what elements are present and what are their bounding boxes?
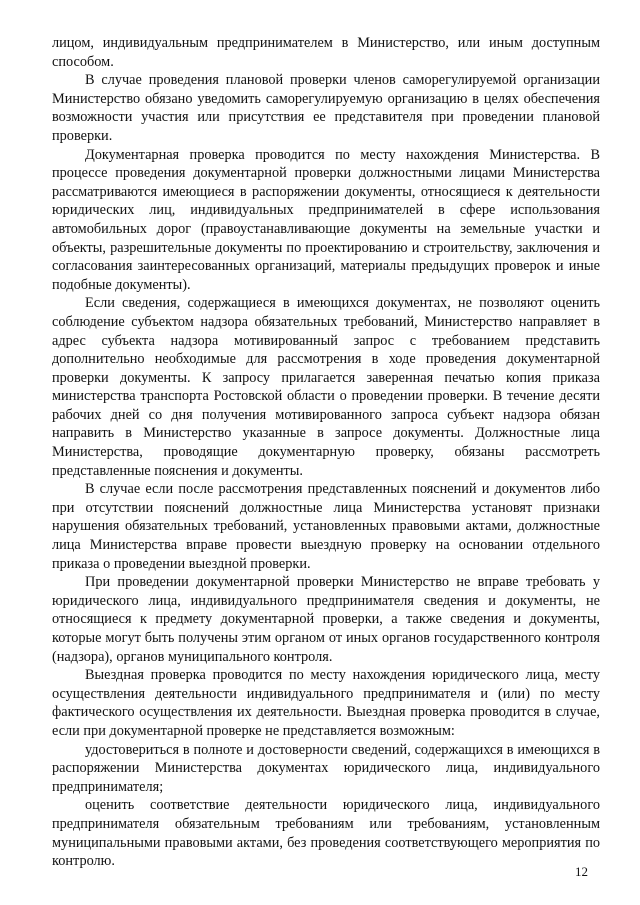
- document-body: [52, 34, 600, 871]
- paragraph-9: оценить соответствие деятельности юридического лица, индивидуального предпринимателя обязательным требованиям или требованиям, установленным муниципальными правовыми актами, без проведения соответствующего мероприятия по контролю.: [52, 797, 600, 870]
- paragraph-4: Если сведения, содержащиеся в имеющихся документах, не позволяют оценить соблюдение субъектом надзора обязательных требований, Министерство направляет в адрес субъекта надзора мотивированный запрос с требованием представить дополнительно необходимые для рассмотрения в ходе проведения документарной проверки документы. К запросу прилагается заверенная печатью копия приказа министерства транспорта Ростовской области о проведении проверки. В течение десяти рабочих дней со дня получения мотивированного запроса субъект надзора обязан направить в Министерство указанные в запросе документы. Должностные лица Министерства, проводящие документарную проверку, обязаны рассмотреть представленные пояснения и документы.: [52, 295, 600, 479]
- paragraph-5: В случае если после рассмотрения представленных пояснений и документов либо при отсутствии пояснений должностные лица Министерства установят признаки нарушения обязательных требований, установленных правовыми актами, должностные лица Министерства вправе провести выездную проверку на основании отдельного приказа о проведении выездной проверки.: [52, 481, 600, 572]
- paragraph-6: При проведении документарной проверки Министерство не вправе требовать у юридического лица, индивидуального предпринимателя сведения и документы, не относящиеся к предмету документарной проверки, а также сведения и документы, которые могут быть получены этим органом от иных органов государственного контроля (надзора), органов муниципального контроля.: [52, 574, 600, 665]
- paragraph-8: удостовериться в полноте и достоверности сведений, содержащихся в имеющихся в распоряжении Министерства документах юридического лица, индивидуального предпринимателя;: [52, 741, 600, 795]
- page-number: 12: [575, 864, 588, 879]
- paragraph-2: В случае проведения плановой проверки членов саморегулируемой организации Министерство обязано уведомить саморегулируемую организацию в целях обеспечения возможности участия или присутствия ее представителя при проведении плановой проверки.: [52, 72, 600, 144]
- paragraph-7: Выездная проверка проводится по месту нахождения юридического лица, месту осуществления деятельности индивидуального предпринимателя и (или) по месту фактического осуществления их деятельности. Выездная проверка проводится в случае, если при документарной проверке не представляется возможным:: [52, 667, 600, 739]
- paragraph-1: лицом, индивидуальным предпринимателем в Министерство, или иным доступным способом.: [52, 35, 600, 70]
- paragraph-3: Документарная проверка проводится по месту нахождения Министерства. В процессе проведения документарной проверки должностными лицами Министерства рассматриваются имеющиеся в распоряжении документы, относящиеся к деятельности юридических лиц, индивидуальных предпринимателей в сфере использования автомобильных дорог (правоустанавливающие документы на земельные участки и объекты, разрешительные документы по проектированию и строительству, заключения и согласования заинтересованных организаций, материалы предыдущих проверок и иные подобные документы).: [52, 146, 600, 293]
